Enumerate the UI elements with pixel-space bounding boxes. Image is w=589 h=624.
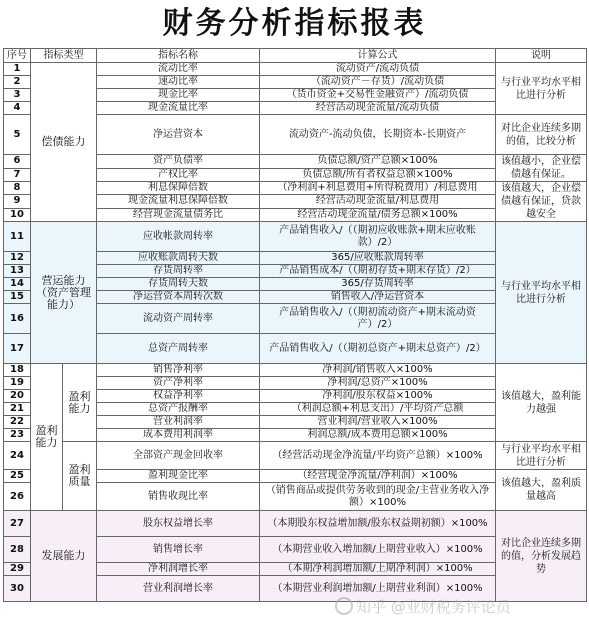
- indicator-name: 流动资产周转率: [97, 304, 260, 334]
- indicator-formula: （货币资金+交易性金融资产）/流动负债: [260, 89, 496, 102]
- indicator-name: 产权比率: [97, 168, 260, 182]
- row-no: 6: [4, 155, 31, 169]
- indicator-formula: （本期营业收入增加额/上期营业收入）×100%: [260, 537, 496, 563]
- indicator-formula: 负债总额/所有者权益总额×100%: [260, 168, 496, 182]
- table-row: [4, 364, 587, 377]
- indicator-name: 速动比率: [97, 76, 260, 89]
- indicator-name: 权益净利率: [97, 390, 260, 403]
- indicator-formula: 利润总额/成本费用总额×100%: [260, 429, 496, 442]
- indicator-name: 盈利现金比率: [97, 470, 260, 483]
- row-no: 26: [4, 483, 31, 511]
- header-row: [4, 49, 587, 63]
- indicator-formula: 产品销售收入/（（期初应收账款+期末应收账款）/2）: [260, 222, 496, 252]
- category-growth: 发展能力: [31, 511, 97, 602]
- indicator-name: 现金比率: [97, 89, 260, 102]
- row-no: 29: [4, 563, 31, 576]
- watermark-text: 知乎 @业财税务评论员: [356, 598, 511, 616]
- indicator-name: 营业利润增长率: [97, 576, 260, 602]
- header-formula: 计算公式: [260, 49, 496, 63]
- row-no: 3: [4, 89, 31, 102]
- note-cell: 对比企业连续多期的值，比较分析: [496, 115, 587, 155]
- indicator-formula: （本期营业利润增加额/上期营业利润）×100%: [260, 576, 496, 602]
- indicator-formula: 净利润/销售收入×100%: [260, 364, 496, 377]
- row-no: 17: [4, 334, 31, 364]
- row-no: 10: [4, 208, 31, 221]
- indicator-name: 总资产周转率: [97, 334, 260, 364]
- header-no: 序号: [4, 49, 31, 63]
- row-no: 1: [4, 63, 31, 76]
- indicator-name: 总资产报酬率: [97, 403, 260, 416]
- subcategory-profit-ability: 盈利能力: [63, 364, 97, 442]
- note-cell: 该值越大，盈利质量越高: [496, 470, 587, 511]
- row-no: 8: [4, 182, 31, 195]
- indicator-name: 现金流量比率: [97, 102, 260, 115]
- indicator-name: 净运营资本周转次数: [97, 291, 260, 304]
- table-row: [4, 442, 587, 470]
- indicator-name: 营业利润率: [97, 416, 260, 429]
- indicator-formula: （经营活动现金净流量/平均资产总额）×100%: [260, 442, 496, 470]
- row-no: 25: [4, 470, 31, 483]
- subcategory-profit-quality: 盈利质量: [63, 442, 97, 511]
- row-no: 18: [4, 364, 31, 377]
- indicator-formula: 365/应收账款周转率: [260, 252, 496, 265]
- report-title: 财务分析指标报表: [162, 6, 427, 41]
- note-cell: 该值越大，企业偿债越有保证，贷款越安全: [496, 182, 587, 222]
- header-name: 指标名称: [97, 49, 260, 63]
- note-cell: 该值越大，盈利能力越强: [496, 364, 587, 442]
- indicator-name: 流动比率: [97, 63, 260, 76]
- indicator-formula: 经营活动现金流量/债务总额×100%: [260, 208, 496, 221]
- header-note: 说明: [496, 49, 587, 63]
- indicator-name: 资产负债率: [97, 155, 260, 169]
- note-cell: 与行业平均水平相比进行分析: [496, 222, 587, 364]
- note-cell: 该值越小，企业偿债越有保证。: [496, 155, 587, 182]
- indicator-formula: （利润总额+利息支出）/平均资产总额: [260, 403, 496, 416]
- indicator-formula: （销售商品或提供劳务收到的现金/主营业务收入净额）×100%: [260, 483, 496, 511]
- row-no: 20: [4, 390, 31, 403]
- table-row: [4, 222, 587, 252]
- row-no: 28: [4, 537, 31, 563]
- indicator-formula: 净利润/股东权益×100%: [260, 390, 496, 403]
- table-row: [4, 63, 587, 76]
- row-no: 19: [4, 377, 31, 390]
- indicator-formula: 经营活动现金流量/利息费用: [260, 195, 496, 208]
- row-no: 13: [4, 265, 31, 278]
- category-debt: 偿债能力: [31, 63, 97, 222]
- indicator-formula: （本期股东权益增加额/股东权益期初额）×100%: [260, 511, 496, 537]
- indicator-formula: 销售收入/净运营资本: [260, 291, 496, 304]
- indicator-formula: 负债总额/资产总额×100%: [260, 155, 496, 169]
- indicator-name: 销售增长率: [97, 537, 260, 563]
- note-cell: 对比企业连续多期的值，分析发展趋势: [496, 511, 587, 602]
- table-row: [4, 511, 587, 537]
- watermark: [335, 596, 585, 618]
- row-no: 15: [4, 291, 31, 304]
- indicator-name: 存货周转率: [97, 265, 260, 278]
- indicator-formula: （流动资产－存货）/流动负债: [260, 76, 496, 89]
- indicator-formula: 产品销售成本/（（期初存货+期末存货）/2）: [260, 265, 496, 278]
- indicator-name: 销售收现比率: [97, 483, 260, 511]
- indicator-formula: 流动资产-流动负债，长期资本-长期资产: [260, 115, 496, 155]
- indicator-name: 应收帐款周转率: [97, 222, 260, 252]
- row-no: 24: [4, 442, 31, 470]
- financial-indicator-table: [3, 48, 587, 602]
- row-no: 9: [4, 195, 31, 208]
- row-no: 11: [4, 222, 31, 252]
- indicator-name: 全部资产现金回收率: [97, 442, 260, 470]
- row-no: 27: [4, 511, 31, 537]
- indicator-formula: （本期净利润增加额/上期净利润）×100%: [260, 563, 496, 576]
- row-no: 21: [4, 403, 31, 416]
- indicator-formula: 净利润/总资产×100%: [260, 377, 496, 390]
- row-no: 2: [4, 76, 31, 89]
- indicator-name: 成本费用利润率: [97, 429, 260, 442]
- indicator-formula: 营业利润/营业收入×100%: [260, 416, 496, 429]
- row-no: 5: [4, 115, 31, 155]
- zhihu-logo-icon: [335, 597, 353, 615]
- indicator-name: 股东权益增长率: [97, 511, 260, 537]
- indicator-formula: 产品销售收入/（（期初流动资产+期末流动资产）/2）: [260, 304, 496, 334]
- indicator-name: 存货周转天数: [97, 278, 260, 291]
- indicator-formula: 经营活动现金流量/流动负债: [260, 102, 496, 115]
- row-no: 16: [4, 304, 31, 334]
- indicator-name: 销售净利率: [97, 364, 260, 377]
- row-no: 14: [4, 278, 31, 291]
- header-type: 指标类型: [31, 49, 97, 63]
- indicator-name: 经营现金流量债务比: [97, 208, 260, 221]
- category-operation: 营运能力（资产管理能力）: [31, 222, 97, 364]
- indicator-formula: （净利润+利息费用+所得税费用）/利息费用: [260, 182, 496, 195]
- indicator-name: 净利润增长率: [97, 563, 260, 576]
- indicator-name: 应收账款周转天数: [97, 252, 260, 265]
- note-cell: 与行业平均水平相比进行分析: [496, 442, 587, 470]
- indicator-name: 净运营资本: [97, 115, 260, 155]
- indicator-name: 资产净利率: [97, 377, 260, 390]
- note-cell: 与行业平均水平相比进行分析: [496, 63, 587, 115]
- indicator-name: 利息保障倍数: [97, 182, 260, 195]
- row-no: 23: [4, 429, 31, 442]
- row-no: 7: [4, 168, 31, 182]
- row-no: 22: [4, 416, 31, 429]
- indicator-name: 现金流量利息保障倍数: [97, 195, 260, 208]
- indicator-formula: （经营现金净流量/净利润）×100%: [260, 470, 496, 483]
- row-no: 30: [4, 576, 31, 602]
- indicator-formula: 产品销售收入/（（期初总资产+期末总资产）/2）: [260, 334, 496, 364]
- row-no: 12: [4, 252, 31, 265]
- category-profit: 盈利能力: [31, 364, 63, 511]
- indicator-formula: 365/存货周转率: [260, 278, 496, 291]
- indicator-formula: 流动资产/流动负债: [260, 63, 496, 76]
- row-no: 4: [4, 102, 31, 115]
